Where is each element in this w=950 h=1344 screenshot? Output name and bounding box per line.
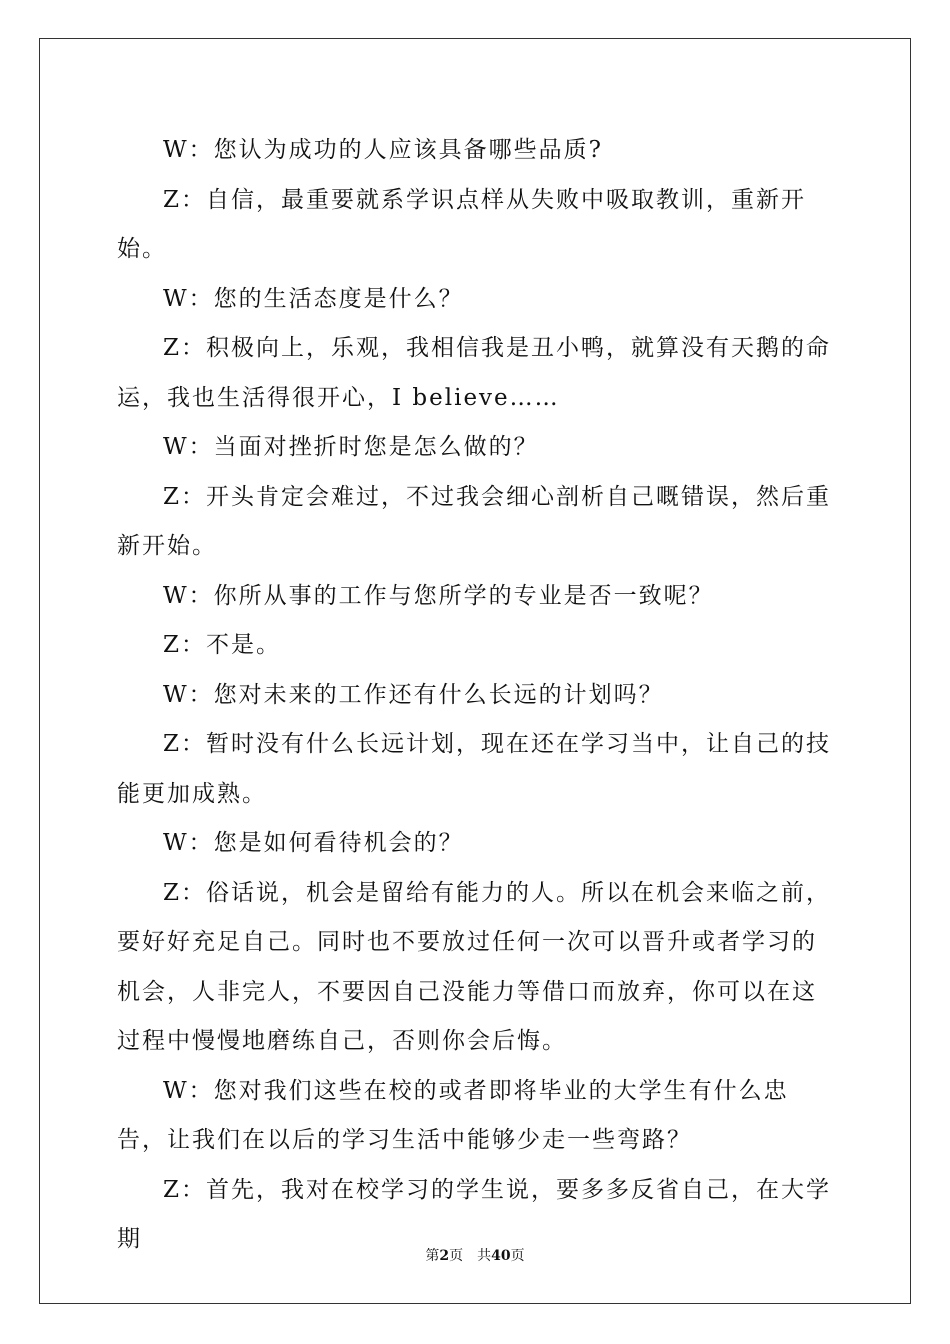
paragraph: Z：首先，我对在校学习的学生说，要多多反省自己，在大学期 — [117, 1176, 831, 1252]
paragraph: W：您是如何看待机会的？ — [163, 830, 464, 856]
page-footer — [0, 1246, 950, 1266]
page-prefix: 第 — [425, 1248, 440, 1264]
paragraph: W：您对未来的工作还有什么长远的计划吗？ — [163, 681, 664, 708]
total-pages: 40 — [491, 1248, 511, 1264]
paragraph: W：您的生活态度是什么？ — [163, 285, 464, 312]
total-suffix: 页 — [510, 1248, 525, 1264]
paragraph: Z：俗话说，机会是留给有能力的人。所以在机会来临之前，要好好充足自己。同时也不要放过任何一次可以晋升或者学习的机会，人非完人，不要因自己没能力等借口而放弃，你可以在这过程中慢慢地磨练自己，否则你会后悔。 — [117, 879, 831, 1054]
paragraph: W：当面对挫折时您是怎么做的？ — [163, 434, 539, 460]
paragraph: Z：自信，最重要就系学识点样从失败中吸取教训，重新开始。 — [117, 186, 806, 262]
paragraph: W：你所从事的工作与您所学的专业是否一致呢？ — [163, 582, 714, 609]
paragraph: Z：暂时没有什么长远计划，现在还在学习当中，让自己的技能更加成熟。 — [117, 731, 831, 807]
page-suffix: 页 — [449, 1248, 464, 1264]
paragraph: W：您对我们这些在校的或者即将毕业的大学生有什么忠告，让我们在以后的学习生活中能够少走一些弯路？ — [117, 1077, 789, 1153]
paragraph: Z：不是。 — [163, 632, 281, 658]
paragraph: W：您认为成功的人应该具备哪些品质? — [163, 137, 603, 163]
paragraph: Z：积极向上，乐观，我相信我是丑小鸭，就算没有天鹅的命运，我也生活得很开心，I believe…… — [117, 335, 831, 411]
page-number: 2 — [439, 1248, 450, 1264]
paragraph: Z：开头肯定会难过，不过我会细心剖析自己嘅错误，然后重新开始。 — [117, 483, 831, 559]
document-body — [117, 126, 837, 1265]
total-prefix: 共 — [477, 1248, 492, 1264]
